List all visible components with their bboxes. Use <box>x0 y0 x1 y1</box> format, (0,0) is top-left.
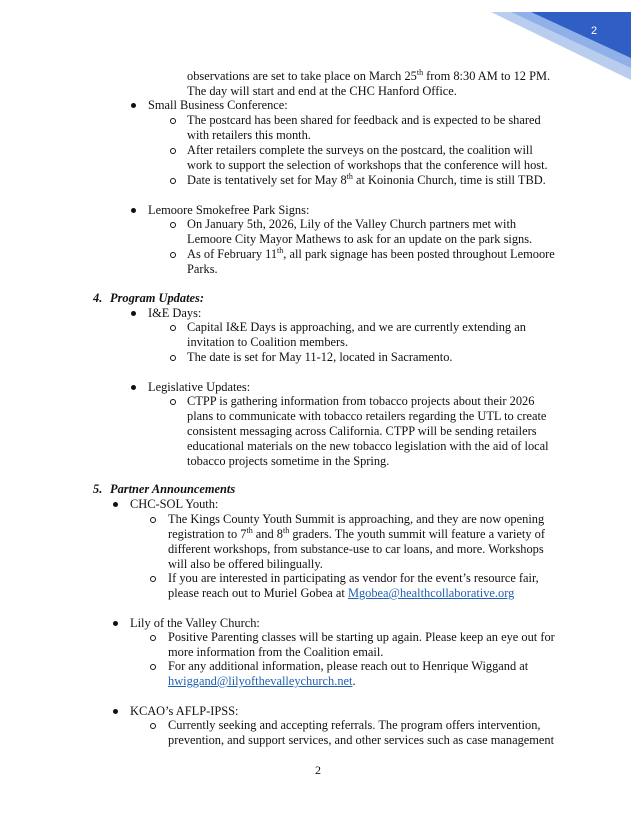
text-line: hwiggand@lilyofthevalleychurch.net. <box>168 674 356 688</box>
text-line: please reach out to Muriel Gobea at Mgobea@healthcollaborative.org <box>168 586 515 600</box>
text-line: work to support the selection of workshops that the conference will host. <box>187 158 548 172</box>
bullet-icon <box>131 103 136 108</box>
section-heading: Partner Announcements <box>110 482 236 496</box>
bullet-icon <box>113 502 118 507</box>
sub-bullet-icon <box>170 252 176 258</box>
sub-bullet-icon <box>170 399 176 405</box>
list-item: Capital I&E Days is approaching, and we are currently extending an <box>187 320 526 334</box>
text-line: Lemoore City Mayor Mathews to ask for an update on the park signs. <box>187 232 533 246</box>
sub-bullet-icon <box>150 576 156 582</box>
text-line: registration to 7th and 8th graders. The youth summit will feature a variety of <box>168 525 545 541</box>
text-line: will also be offered bilingually. <box>168 557 323 571</box>
list-item: KCAO’s AFLP-IPSS: <box>130 704 239 718</box>
list-item: The date is set for May 11-12, located in Sacramento. <box>187 350 453 364</box>
list-item: I&E Days: <box>148 306 202 320</box>
text-line: Parks. <box>187 262 218 276</box>
page-badge: 2 <box>591 25 598 37</box>
text-line: different workshops, from substance-use to car loans, and more. Workshops <box>168 542 544 556</box>
sub-bullet-icon <box>170 178 176 184</box>
list-item: Legislative Updates: <box>148 380 251 394</box>
text-line: with retailers this month. <box>187 128 311 142</box>
sub-bullet-icon <box>150 723 156 729</box>
list-item: As of February 11th, all park signage has been posted throughout Lemoore <box>187 245 555 261</box>
sub-bullet-icon <box>170 355 176 361</box>
list-item: Small Business Conference: <box>148 98 288 112</box>
corner-decoration <box>491 0 631 80</box>
list-item: Positive Parenting classes will be starting up again. Please keep an eye out for <box>168 630 555 644</box>
text-line: invitation to Coalition members. <box>187 335 349 349</box>
list-item: On January 5th, 2026, Lily of the Valley Church partners met with <box>187 217 517 231</box>
list-item: Lily of the Valley Church: <box>130 616 260 630</box>
text-line: educational materials on the new tobacco legislation with the aid of local <box>187 439 549 453</box>
sub-bullet-icon <box>170 325 176 331</box>
page-number: 2 <box>315 763 321 777</box>
list-item: CHC-SOL Youth: <box>130 497 219 511</box>
bullet-icon <box>113 621 118 626</box>
bullet-icon <box>131 208 136 213</box>
section-heading: Program Updates: <box>110 291 204 305</box>
bullet-icon <box>131 311 136 316</box>
list-item: After retailers complete the surveys on the postcard, the coalition will <box>187 143 533 157</box>
text-line: tobacco projects sometime in the Spring. <box>187 454 390 468</box>
section-number: 4. <box>93 291 103 305</box>
section-number: 5. <box>93 482 103 496</box>
list-item: Lemoore Smokefree Park Signs: <box>148 203 310 217</box>
sub-bullet-icon <box>170 118 176 124</box>
sub-bullet-icon <box>170 222 176 228</box>
list-item: CTPP is gathering information from tobacco projects about their 2026 <box>187 394 535 408</box>
list-item: The postcard has been shared for feedback and is expected to be shared <box>187 113 541 127</box>
text-line: more information from the Coalition email. <box>168 645 384 659</box>
text-line: The day will start and end at the CHC Hanford Office. <box>187 84 457 98</box>
email-link[interactable]: hwiggand@lilyofthevalleychurch.net <box>168 674 353 688</box>
list-item: The Kings County Youth Summit is approaching, and they are now opening <box>168 512 545 526</box>
bullet-icon <box>113 709 118 714</box>
sub-bullet-icon <box>150 517 156 523</box>
text-line: observations are set to take place on March 25th from 8:30 AM to 12 PM. <box>187 67 551 83</box>
email-link[interactable]: Mgobea@healthcollaborative.org <box>347 586 515 600</box>
list-item: Currently seeking and accepting referrals. The program offers intervention, <box>168 718 541 732</box>
bullet-icon <box>131 385 136 390</box>
list-item: If you are interested in participating as vendor for the event’s resource fair, <box>168 571 539 585</box>
text-line: prevention, and support services, and other services such as case management <box>168 733 555 747</box>
sub-bullet-icon <box>170 148 176 154</box>
text-line: consistent messaging across California. CTPP will be sending retailers <box>187 424 537 438</box>
list-item: For any additional information, please reach out to Henrique Wiggand at <box>168 659 529 673</box>
list-item: Date is tentatively set for May 8th at Koinonia Church, time is still TBD. <box>187 171 546 187</box>
text-line: plans to communicate with tobacco retailers regarding the UTL to create <box>187 409 547 423</box>
sub-bullet-icon <box>150 635 156 641</box>
sub-bullet-icon <box>150 664 156 670</box>
